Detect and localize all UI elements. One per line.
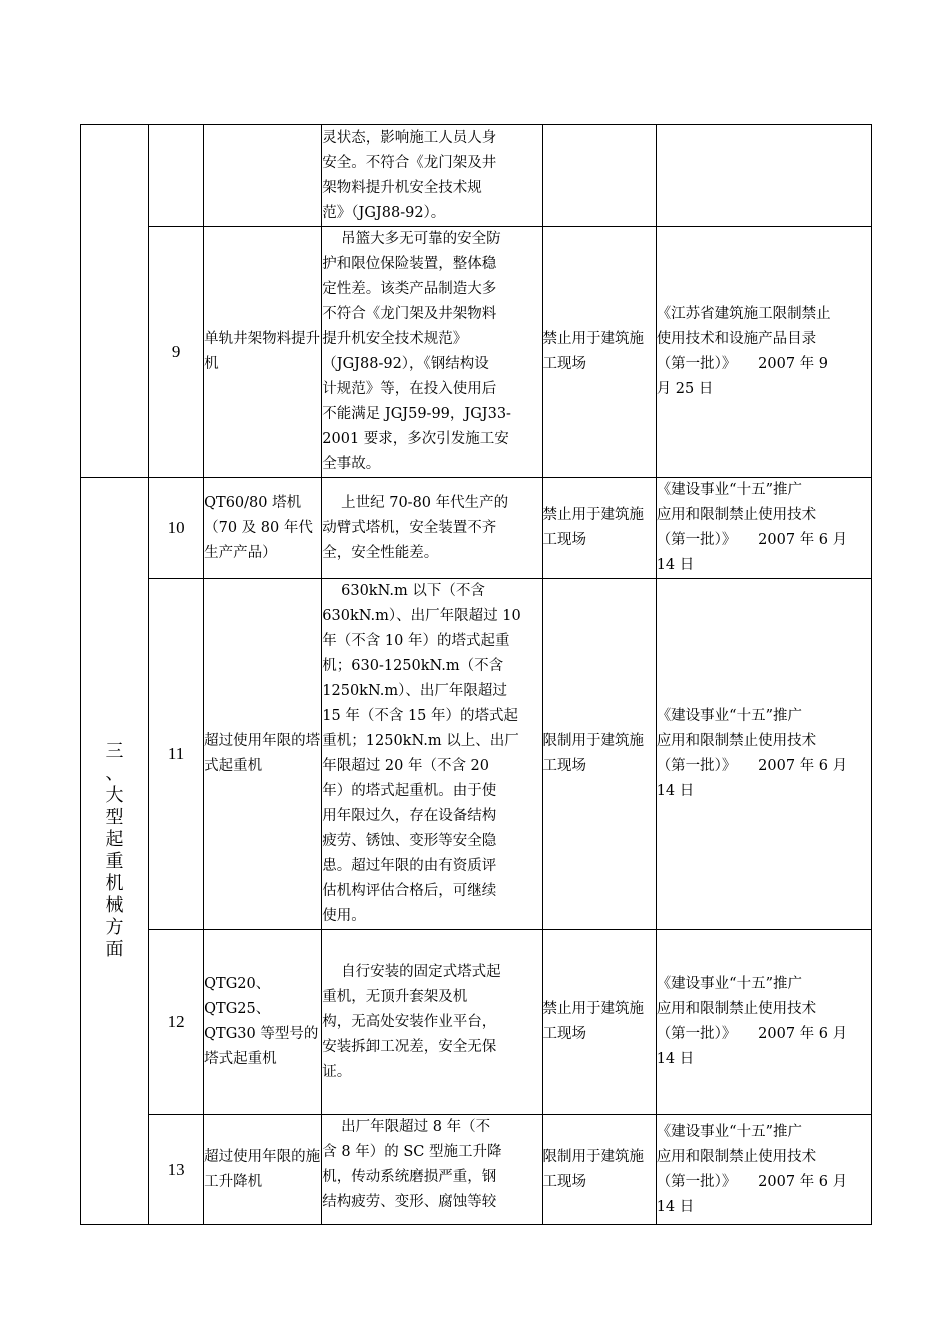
- restriction-cell: 限制用于建筑施工现场: [542, 1115, 656, 1225]
- category-char: 方: [105, 917, 124, 938]
- category-char: 型: [105, 807, 124, 828]
- category-cell: [81, 478, 149, 1225]
- basis-cell: [656, 125, 871, 227]
- table-row: [81, 930, 872, 1115]
- item-description: [322, 579, 542, 930]
- desc-line: 机；630-1250kN.m（不含: [322, 658, 504, 674]
- basis-line: 应用和限制禁止使用技术: [656, 507, 817, 523]
- basis-line: （第一批）》 2007 年 6 月: [656, 1026, 848, 1042]
- desc-line: 安全。不符合《龙门架及井: [322, 154, 497, 171]
- desc-line: 年限超过 20 年（不含 20: [322, 758, 490, 774]
- restriction-cell: 禁止用于建筑施工现场: [542, 227, 656, 478]
- row-number: 12: [149, 930, 204, 1115]
- item-name: QTG20、QTG25、QTG30 等型号的塔式起重机: [204, 930, 322, 1115]
- desc-line: 不能满足 JGJ59-99，JGJ33-: [322, 406, 511, 422]
- restriction-cell: 限制用于建筑施工现场: [542, 579, 656, 930]
- desc-line: 证。: [322, 1063, 352, 1080]
- restriction-cell: [542, 125, 656, 227]
- row-number: 9: [149, 227, 204, 478]
- table-row: [81, 1115, 872, 1225]
- table-row: [81, 478, 872, 579]
- category-char: 面: [105, 939, 124, 960]
- item-name: 单轨井架物料提升机: [204, 227, 322, 478]
- basis-cell: [656, 930, 871, 1115]
- desc-line: 含 8 年）的 SC 型施工升降: [322, 1144, 502, 1160]
- hazard-technology-table: [80, 124, 872, 1225]
- table-row: [81, 125, 872, 227]
- basis-cell: [656, 1115, 871, 1225]
- desc-line: 全，安全性能差。: [322, 544, 439, 561]
- basis-line: 《建设事业“十五”推广: [656, 708, 803, 724]
- category-char: 大: [105, 785, 124, 806]
- basis-line: （第一批）》 2007 年 6 月: [656, 758, 848, 774]
- table-row: [81, 227, 872, 478]
- desc-line: 灵状态，影响施工人员人身: [322, 129, 497, 146]
- desc-line: 630kN.m 以下（不含: [341, 583, 485, 599]
- item-name: QT60/80 塔机（70 及 80 年代生产产品）: [204, 478, 322, 579]
- item-name: [204, 125, 322, 227]
- basis-line: 《建设事业“十五”推广: [656, 976, 803, 992]
- desc-line: 不符合《龙门架及井架物料: [322, 306, 497, 322]
- desc-line: 自行安装的固定式塔式起: [341, 963, 501, 980]
- category-cell: [81, 125, 149, 478]
- row-number: 10: [149, 478, 204, 579]
- desc-line: 患。超过年限的由有资质评: [322, 858, 497, 874]
- desc-line: 重机，无顶升套架及机: [322, 988, 468, 1005]
- basis-line: （第一批）》 2007 年 9: [656, 356, 829, 372]
- desc-line: 安装拆卸工况差，安全无保: [322, 1038, 497, 1055]
- restriction-cell: 禁止用于建筑施工现场: [542, 930, 656, 1115]
- item-description: [322, 930, 542, 1115]
- desc-line: 1250kN.m）、出厂年限超过: [322, 683, 507, 699]
- desc-line: 15 年（不含 15 年）的塔式起: [322, 708, 519, 724]
- basis-line: 《江苏省建筑施工限制禁止: [656, 306, 831, 322]
- category-char: 、: [105, 763, 124, 784]
- desc-line: 出厂年限超过 8 年（不: [341, 1119, 491, 1135]
- desc-line: 上世纪 70-80 年代生产的: [341, 494, 509, 511]
- desc-line: 护和限位保险装置，整体稳: [322, 256, 497, 272]
- desc-line: 使用。: [322, 908, 366, 924]
- basis-line: 《建设事业“十五”推广: [656, 1123, 803, 1140]
- desc-line: 机，传动系统磨损严重，钢: [322, 1169, 497, 1185]
- row-number: 13: [149, 1115, 204, 1225]
- basis-cell: [656, 478, 871, 579]
- basis-line: （第一批）》 2007 年 6 月: [656, 1173, 848, 1190]
- category-char: 三: [105, 741, 124, 762]
- basis-cell: [656, 579, 871, 930]
- desc-line: 2001 要求，多次引发施工安: [322, 431, 509, 447]
- desc-line: 范》（JGJ88-92）。: [322, 204, 446, 221]
- basis-line: 14 日: [656, 1198, 695, 1215]
- category-char: 重: [105, 851, 124, 872]
- row-number: [149, 125, 204, 227]
- desc-line: 全事故。: [322, 456, 381, 472]
- item-description: [322, 478, 542, 579]
- desc-line: 吊篮大多无可靠的安全防: [341, 231, 501, 247]
- table-row: [81, 579, 872, 930]
- row-number: 11: [149, 579, 204, 930]
- desc-line: 提升机安全技术规范》: [322, 331, 468, 347]
- desc-line: 计规范》等，在投入使用后: [322, 381, 497, 397]
- desc-line: 年）的塔式起重机。由于使: [322, 783, 497, 799]
- desc-line: 630kN.m）、出厂年限超过 10: [322, 608, 521, 624]
- basis-line: 应用和限制禁止使用技术: [656, 1148, 817, 1165]
- desc-line: 重机；1250kN.m 以上、出厂: [322, 733, 519, 749]
- desc-line: 构，无高处安装作业平台，: [322, 1013, 497, 1030]
- item-name: 超过使用年限的塔式起重机: [204, 579, 322, 930]
- basis-line: 14 日: [656, 783, 695, 799]
- desc-line: 用年限过久，存在设备结构: [322, 808, 497, 824]
- category-char: 械: [105, 895, 124, 916]
- basis-line: 月 25 日: [656, 381, 714, 397]
- category-char: 机: [105, 873, 124, 894]
- item-description: [322, 125, 542, 227]
- basis-line: 应用和限制禁止使用技术: [656, 1001, 817, 1017]
- basis-cell: [656, 227, 871, 478]
- desc-line: 估机构评估合格后，可继续: [322, 883, 497, 899]
- desc-line: 疲劳、锈蚀、变形等安全隐: [322, 833, 497, 849]
- restriction-cell: 禁止用于建筑施工现场: [542, 478, 656, 579]
- item-name: 超过使用年限的施工升降机: [204, 1115, 322, 1225]
- basis-line: （第一批）》 2007 年 6 月: [656, 532, 848, 548]
- basis-line: 应用和限制禁止使用技术: [656, 733, 817, 749]
- desc-line: （JGJ88-92），《钢结构设: [322, 356, 489, 372]
- desc-line: 结构疲劳、变形、腐蚀等较: [322, 1194, 497, 1210]
- basis-line: 使用技术和设施产品目录: [656, 331, 817, 347]
- basis-line: 14 日: [656, 557, 695, 573]
- desc-line: 年（不含 10 年）的塔式起重: [322, 633, 510, 649]
- desc-line: 架物料提升机安全技术规: [322, 179, 482, 196]
- category-char: 起: [105, 829, 124, 850]
- basis-line: 《建设事业“十五”推广: [656, 482, 803, 498]
- desc-line: 定性差。该类产品制造大多: [322, 281, 497, 297]
- desc-line: 动臂式塔机，安全装置不齐: [322, 519, 497, 536]
- item-description: [322, 1115, 542, 1225]
- basis-line: 14 日: [656, 1051, 695, 1067]
- item-description: [322, 227, 542, 478]
